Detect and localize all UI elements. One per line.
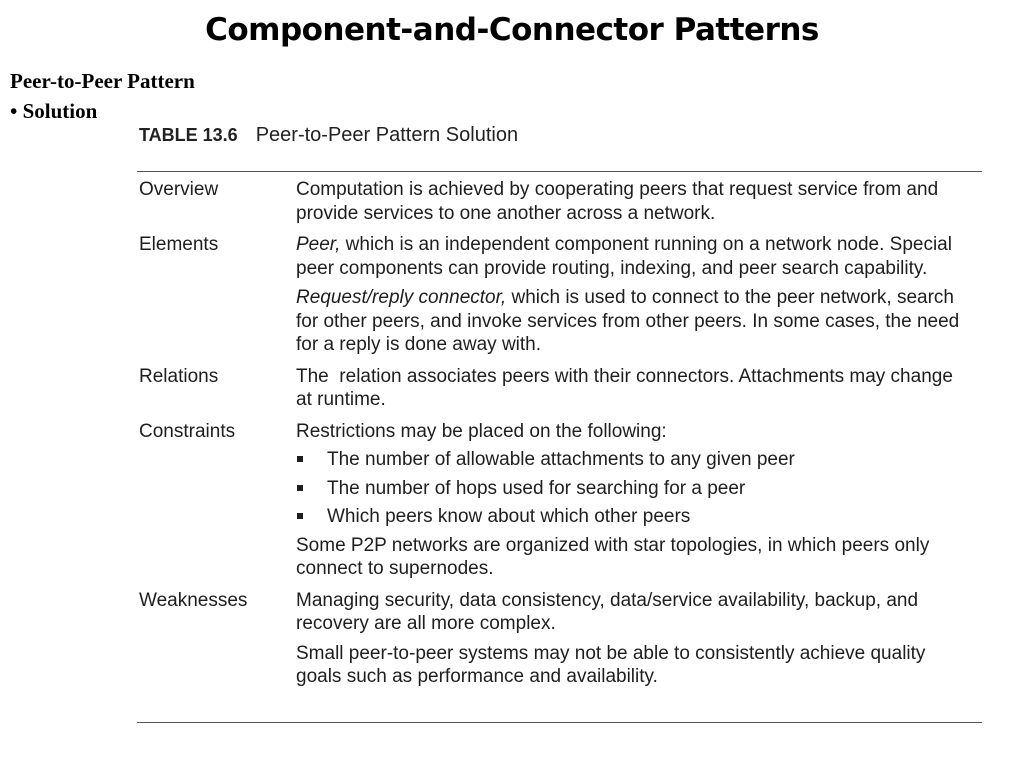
pattern-subheading: Peer-to-Peer Pattern xyxy=(10,69,195,93)
elements-peer-paragraph xyxy=(296,233,966,280)
row-content-relations xyxy=(296,365,966,412)
constraints-note: Some P2P networks are organized with star topologies, in which peers only connect to supernodes. xyxy=(296,534,930,579)
table-top-rule xyxy=(137,171,982,172)
table-number: TABLE 13.6 xyxy=(139,125,238,145)
list-item xyxy=(296,505,966,529)
table-row-constraints xyxy=(139,420,982,581)
row-content-overview xyxy=(296,178,966,225)
solution-bullet: • Solution xyxy=(10,99,98,123)
constraints-list xyxy=(296,448,966,529)
table-caption xyxy=(139,124,518,147)
pattern-table xyxy=(139,178,982,689)
row-content-elements xyxy=(296,233,966,357)
weaknesses-text-1: Managing security, data consistency, data/service availability, backup, and recovery are all more complex. xyxy=(296,589,919,634)
table-row-weaknesses xyxy=(139,589,982,689)
row-label-relations: Relations xyxy=(139,365,219,387)
peer-description: which is an independent component running on a network node. Special peer components can provide routing, indexing, and peer search capability. xyxy=(296,234,952,279)
constraints-intro: Restrictions may be placed on the following: xyxy=(296,420,667,442)
row-label-elements: Elements xyxy=(139,234,219,255)
row-content-weaknesses xyxy=(296,589,966,689)
square-bullet-icon xyxy=(297,485,303,491)
list-item-text: The number of allowable attachments to any given peer xyxy=(327,449,795,470)
list-item-text: Which peers know about which other peers xyxy=(327,506,691,527)
row-label-weaknesses: Weaknesses xyxy=(139,589,248,611)
list-item-text: The number of hops used for searching for a peer xyxy=(327,477,746,499)
table-row-relations xyxy=(139,365,982,412)
row-label-overview: Overview xyxy=(139,179,219,200)
list-item xyxy=(296,477,966,501)
table-row-elements xyxy=(139,233,982,357)
slide-title: Component-and-Connector Patterns xyxy=(205,12,819,48)
square-bullet-icon xyxy=(297,456,303,462)
connector-description: which is used to connect to the peer network, search for other peers, and invoke services from other peers. In some cases, the need for a reply is done away with. xyxy=(296,287,960,355)
connector-term: Request/reply connector, xyxy=(296,287,507,308)
weaknesses-text-2: Small peer-to-peer systems may not be able to consistently achieve quality goals such as performance and availability. xyxy=(296,642,926,687)
elements-connector-paragraph xyxy=(296,286,966,357)
relations-text: The relation associates peers with their connectors. Attachments may change at runtime. xyxy=(296,365,959,410)
list-item xyxy=(296,448,966,472)
overview-text: Computation is achieved by cooperating peers that request service from and provide services to one another across a network. xyxy=(296,179,939,224)
table-caption-text: Peer-to-Peer Pattern Solution xyxy=(255,124,519,146)
table-bottom-rule xyxy=(137,722,982,723)
row-content-constraints xyxy=(296,420,966,581)
square-bullet-icon xyxy=(297,513,303,519)
row-label-constraints: Constraints xyxy=(139,420,236,442)
table-row-overview xyxy=(139,178,982,225)
peer-term: Peer, xyxy=(296,234,341,255)
